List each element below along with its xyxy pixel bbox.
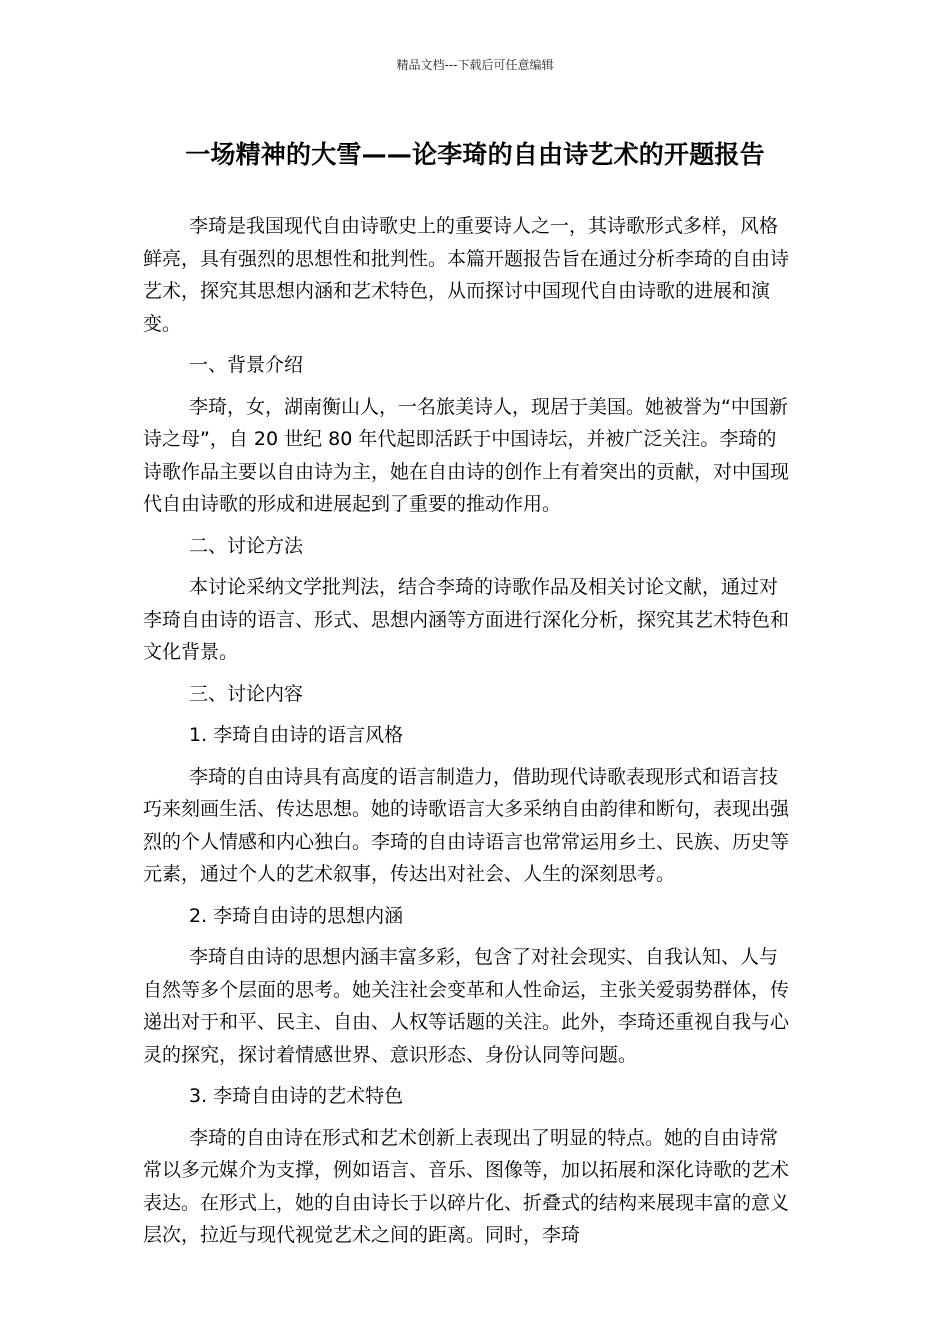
- intro-paragraph: 李琦是我国现代自由诗歌史上的重要诗人之一，其诗歌形式多样，风格鲜亮，具有强烈的思想性和批判性。本篇开题报告旨在通过分析李琦的自由诗艺术，探究其思想内涵和艺术特色，从而探讨中国现代自由诗歌的进展和演变。: [143, 215, 790, 335]
- section-heading-background: 一、背景介绍: [189, 354, 304, 376]
- background-paragraph: 李琦，女，湖南衡山人，一名旅美诗人，现居于美国。她被誉为“中国新诗之母”，自 20 世纪 80 年代起即活跃于中国诗坛，并被广泛关注。李琦的诗歌作品主要以自由诗为主，她在自由诗的创作上有着突出的贡献，对中国现代自由诗歌的形成和进展起到了重要的推动作用。: [143, 395, 790, 515]
- artistic-features-paragraph: 李琦的自由诗在形式和艺术创新上表现出了明显的特点。她的自由诗常常以多元媒介为支撑，例如语言、音乐、图像等，加以拓展和深化诗歌的艺术表达。在形式上，她的自由诗长于以碎片化、折叠式的结构来展现丰富的意义层次，拉近与现代视觉艺术之间的距离。同时，李琦: [143, 1126, 790, 1246]
- section-heading-content: 三、讨论内容: [189, 682, 304, 705]
- subheading-artistic-features: 3. 李琦自由诗的艺术特色: [189, 1085, 404, 1107]
- page-header: 精品文档---下载后可任意编辑: [396, 58, 554, 72]
- section-heading-method: 二、讨论方法: [189, 534, 304, 557]
- document-title: 一场精神的大雪——论李琦的自由诗艺术的开题报告: [185, 140, 765, 169]
- ideological-content-paragraph: 李琦自由诗的思想内涵丰富多彩，包含了对社会现实、自我认知、人与自然等多个层面的思考。她关注社会变革和人性命运，主张关爱弱势群体，传递出对于和平、民主、自由、人权等话题的关注。此外，李琦还重视自我与心灵的探究，探讨着情感世界、意识形态、身份认同等问题。: [143, 946, 790, 1066]
- method-paragraph: 本讨论采纳文学批判法，结合李琦的诗歌作品及相关讨论文献，通过对李琦自由诗的语言、形式、思想内涵等方面进行深化分析，探究其艺术特色和文化背景。: [143, 576, 790, 663]
- language-style-paragraph: 李琦的自由诗具有高度的语言制造力，借助现代诗歌表现形式和语言技巧来刻画生活、传达思想。她的诗歌语言大多采纳自由韵律和断句，表现出强烈的个人情感和内心独白。李琦的自由诗语言也常常运用乡土、民族、历史等元素，通过个人的艺术叙事，传达出对社会、人生的深刻思考。: [143, 765, 790, 885]
- subheading-language-style: 1. 李琦自由诗的语言风格: [189, 724, 404, 746]
- subheading-ideological-content: 2. 李琦自由诗的思想内涵: [189, 904, 404, 927]
- document-body: [143, 210, 793, 1261]
